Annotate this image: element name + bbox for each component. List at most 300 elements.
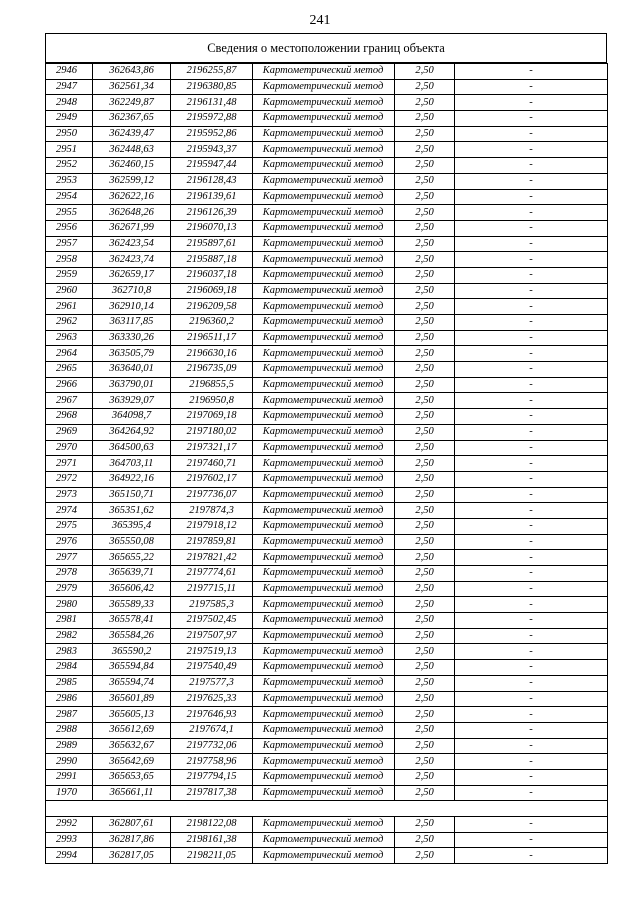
cell-coord-y: 2196126,39 [171,205,253,221]
cell-accuracy: 2,50 [395,189,455,205]
cell-coord-x: 364098,7 [93,409,171,425]
cell-coord-x: 362439,47 [93,126,171,142]
cell-coord-x: 365601,89 [93,691,171,707]
cell-accuracy: 2,50 [395,205,455,221]
cell-coord-y: 2197602,17 [171,471,253,487]
cell-coord-y: 2197502,45 [171,613,253,629]
cell-method: Картометрический метод [253,409,395,425]
cell-method: Картометрический метод [253,754,395,770]
cell-accuracy: 2,50 [395,518,455,534]
cell-method: Картометрический метод [253,220,395,236]
cell-coord-x: 362367,65 [93,111,171,127]
cell-method: Картометрический метод [253,487,395,503]
cell-coord-x: 362460,15 [93,158,171,174]
table-row [46,769,608,785]
cell-point-number: 2955 [46,205,93,221]
cell-coord-y: 2197069,18 [171,409,253,425]
cell-method: Картометрический метод [253,581,395,597]
cell-coord-x: 362817,86 [93,832,171,848]
cell-point-number: 2964 [46,346,93,362]
cell-description: - [455,691,608,707]
table-row [46,220,608,236]
cell-point-number: 2982 [46,628,93,644]
cell-coord-y: 2197507,97 [171,628,253,644]
cell-accuracy: 2,50 [395,785,455,801]
cell-accuracy: 2,50 [395,738,455,754]
cell-accuracy: 2,50 [395,628,455,644]
cell-point-number: 2948 [46,95,93,111]
cell-coord-y: 2196037,18 [171,267,253,283]
cell-coord-y: 2197859,81 [171,534,253,550]
cell-accuracy: 2,50 [395,95,455,111]
table-row [46,456,608,472]
cell-coord-x: 362622,16 [93,189,171,205]
cell-method: Картометрический метод [253,597,395,613]
cell-point-number: 2960 [46,283,93,299]
cell-coord-y: 2197321,17 [171,440,253,456]
cell-accuracy: 2,50 [395,173,455,189]
cell-method: Картометрический метод [253,456,395,472]
cell-accuracy: 2,50 [395,817,455,833]
table-row [46,64,608,80]
cell-description: - [455,299,608,315]
cell-accuracy: 2,50 [395,158,455,174]
cell-method: Картометрический метод [253,518,395,534]
table-row [46,330,608,346]
cell-coord-x: 363790,01 [93,377,171,393]
cell-description: - [455,675,608,691]
cell-point-number: 2951 [46,142,93,158]
table-row [46,424,608,440]
cell-point-number: 2947 [46,79,93,95]
cell-accuracy: 2,50 [395,691,455,707]
cell-method: Картометрический метод [253,126,395,142]
table-row [46,283,608,299]
cell-accuracy: 2,50 [395,722,455,738]
cell-description: - [455,126,608,142]
cell-coord-x: 365395,4 [93,518,171,534]
cell-method: Картометрический метод [253,142,395,158]
cell-description: - [455,487,608,503]
cell-coord-y: 2196128,43 [171,173,253,189]
cell-description: - [455,315,608,331]
cell-method: Картометрический метод [253,299,395,315]
cell-method: Картометрический метод [253,424,395,440]
cell-coord-x: 362448,63 [93,142,171,158]
cell-description: - [455,550,608,566]
table-row [46,613,608,629]
cell-coord-x: 362599,12 [93,173,171,189]
table-row [46,518,608,534]
cell-method: Картометрический метод [253,236,395,252]
table-row [46,597,608,613]
cell-description: - [455,111,608,127]
cell-coord-y: 2197774,61 [171,566,253,582]
cell-coord-x: 364264,92 [93,424,171,440]
table-row [46,377,608,393]
table-row [46,79,608,95]
cell-accuracy: 2,50 [395,440,455,456]
page-number: 241 [309,13,331,28]
table-row [46,299,608,315]
cell-description: - [455,660,608,676]
cell-point-number: 2953 [46,173,93,189]
table-row [46,566,608,582]
cell-accuracy: 2,50 [395,644,455,660]
cell-point-number: 2973 [46,487,93,503]
cell-coord-x: 365642,69 [93,754,171,770]
cell-point-number: 2971 [46,456,93,472]
cell-coord-x: 365606,42 [93,581,171,597]
cell-coord-y: 2195887,18 [171,252,253,268]
cell-description: - [455,393,608,409]
cell-description: - [455,817,608,833]
cell-method: Картометрический метод [253,315,395,331]
cell-method: Картометрический метод [253,566,395,582]
table-row [46,581,608,597]
cell-accuracy: 2,50 [395,409,455,425]
cell-description: - [455,848,608,864]
cell-method: Картометрический метод [253,393,395,409]
cell-method: Картометрический метод [253,158,395,174]
cell-coord-y: 2197646,93 [171,707,253,723]
cell-coord-x: 363929,07 [93,393,171,409]
cell-coord-y: 2195897,61 [171,236,253,252]
table-gap [46,801,608,817]
cell-point-number: 2983 [46,644,93,660]
cell-coord-y: 2197715,11 [171,581,253,597]
cell-coord-x: 365605,13 [93,707,171,723]
cell-coord-y: 2196139,61 [171,189,253,205]
cell-point-number: 2958 [46,252,93,268]
cell-method: Картометрический метод [253,738,395,754]
cell-coord-x: 365632,67 [93,738,171,754]
cell-method: Картометрический метод [253,95,395,111]
cell-description: - [455,158,608,174]
cell-method: Картометрический метод [253,628,395,644]
cell-description: - [455,518,608,534]
cell-coord-x: 363330,26 [93,330,171,346]
table-row [46,111,608,127]
cell-accuracy: 2,50 [395,142,455,158]
cell-accuracy: 2,50 [395,754,455,770]
cell-description: - [455,769,608,785]
cell-coord-y: 2198211,05 [171,848,253,864]
cell-coord-y: 2197460,71 [171,456,253,472]
cell-description: - [455,707,608,723]
cell-method: Картометрический метод [253,691,395,707]
table-row [46,738,608,754]
cell-coord-x: 365150,71 [93,487,171,503]
cell-accuracy: 2,50 [395,471,455,487]
cell-accuracy: 2,50 [395,252,455,268]
cell-coord-x: 365550,08 [93,534,171,550]
cell-coord-y: 2196855,5 [171,377,253,393]
table-row [46,189,608,205]
cell-method: Картометрический метод [253,832,395,848]
cell-method: Картометрический метод [253,440,395,456]
table-row [46,440,608,456]
cell-method: Картометрический метод [253,785,395,801]
table-row [46,534,608,550]
cell-accuracy: 2,50 [395,707,455,723]
cell-description: - [455,424,608,440]
cell-coord-x: 365584,26 [93,628,171,644]
cell-method: Картометрический метод [253,722,395,738]
cell-method: Картометрический метод [253,111,395,127]
cell-point-number: 2979 [46,581,93,597]
cell-point-number: 2990 [46,754,93,770]
table-row [46,126,608,142]
cell-accuracy: 2,50 [395,393,455,409]
cell-description: - [455,613,608,629]
cell-coord-y: 2196209,58 [171,299,253,315]
table-row [46,267,608,283]
cell-point-number: 2962 [46,315,93,331]
table-row [46,346,608,362]
cell-coord-x: 365661,11 [93,785,171,801]
cell-coord-y: 2196735,09 [171,362,253,378]
cell-description: - [455,597,608,613]
cell-point-number: 2992 [46,817,93,833]
cell-method: Картометрический метод [253,252,395,268]
cell-method: Картометрический метод [253,79,395,95]
cell-coord-y: 2197585,3 [171,597,253,613]
table-row [46,236,608,252]
cell-coord-x: 365578,41 [93,613,171,629]
cell-coord-y: 2197577,3 [171,675,253,691]
cell-description: - [455,785,608,801]
cell-coord-x: 365589,33 [93,597,171,613]
cell-coord-x: 362648,26 [93,205,171,221]
cell-accuracy: 2,50 [395,769,455,785]
cell-point-number: 2977 [46,550,93,566]
cell-method: Картометрический метод [253,173,395,189]
table-row [46,754,608,770]
cell-coord-y: 2197519,13 [171,644,253,660]
table-row [46,252,608,268]
cell-coord-x: 365590,2 [93,644,171,660]
cell-coord-y: 2198161,38 [171,832,253,848]
cell-point-number: 2986 [46,691,93,707]
cell-accuracy: 2,50 [395,675,455,691]
cell-coord-y: 2197918,12 [171,518,253,534]
cell-method: Картометрический метод [253,64,395,80]
table-row [46,393,608,409]
cell-point-number: 2952 [46,158,93,174]
cell-description: - [455,409,608,425]
cell-description: - [455,64,608,80]
cell-accuracy: 2,50 [395,64,455,80]
table-row [46,644,608,660]
cell-description: - [455,471,608,487]
cell-method: Картометрический метод [253,267,395,283]
cell-coord-x: 362671,99 [93,220,171,236]
table-row [46,503,608,519]
cell-description: - [455,283,608,299]
cell-description: - [455,581,608,597]
cell-accuracy: 2,50 [395,362,455,378]
cell-point-number: 2994 [46,848,93,864]
table-row [46,315,608,331]
cell-coord-x: 362807,61 [93,817,171,833]
cell-accuracy: 2,50 [395,267,455,283]
table-row [46,707,608,723]
cell-description: - [455,205,608,221]
cell-accuracy: 2,50 [395,487,455,503]
cell-method: Картометрический метод [253,362,395,378]
table-row [46,628,608,644]
cell-point-number: 2987 [46,707,93,723]
cell-point-number: 2969 [46,424,93,440]
cell-accuracy: 2,50 [395,377,455,393]
cell-description: - [455,738,608,754]
cell-coord-x: 362817,05 [93,848,171,864]
table-row [46,205,608,221]
table-row [46,691,608,707]
cell-method: Картометрический метод [253,707,395,723]
cell-point-number: 2976 [46,534,93,550]
cell-description: - [455,267,608,283]
cell-coord-y: 2197758,96 [171,754,253,770]
cell-description: - [455,644,608,660]
cell-method: Картометрический метод [253,817,395,833]
cell-point-number: 2967 [46,393,93,409]
table-row [46,722,608,738]
cell-coord-y: 2198122,08 [171,817,253,833]
table-body-tail [46,817,608,864]
cell-coord-y: 2196360,2 [171,315,253,331]
cell-point-number: 1970 [46,785,93,801]
cell-description: - [455,95,608,111]
cell-method: Картометрический метод [253,205,395,221]
boundary-table-sheet [45,33,607,864]
table-row [46,660,608,676]
cell-point-number: 2975 [46,518,93,534]
cell-coord-y: 2197625,33 [171,691,253,707]
cell-coord-y: 2195972,88 [171,111,253,127]
table-row [46,95,608,111]
cell-coord-y: 2197732,06 [171,738,253,754]
cell-coord-y: 2195943,37 [171,142,253,158]
cell-point-number: 2966 [46,377,93,393]
cell-method: Картометрический метод [253,550,395,566]
cell-coord-y: 2197794,15 [171,769,253,785]
table-row [46,362,608,378]
cell-accuracy: 2,50 [395,236,455,252]
cell-coord-y: 2197821,42 [171,550,253,566]
cell-point-number: 2978 [46,566,93,582]
cell-coord-x: 365639,71 [93,566,171,582]
cell-accuracy: 2,50 [395,220,455,236]
cell-description: - [455,362,608,378]
cell-point-number: 2985 [46,675,93,691]
cell-method: Картометрический метод [253,769,395,785]
cell-coord-x: 362643,86 [93,64,171,80]
cell-point-number: 2965 [46,362,93,378]
cell-description: - [455,79,608,95]
cell-coord-x: 365594,74 [93,675,171,691]
cell-description: - [455,722,608,738]
cell-accuracy: 2,50 [395,848,455,864]
cell-coord-y: 2196511,17 [171,330,253,346]
cell-coord-x: 362659,17 [93,267,171,283]
cell-accuracy: 2,50 [395,126,455,142]
table-row [46,675,608,691]
cell-method: Картометрический метод [253,644,395,660]
cell-coord-y: 2197180,02 [171,424,253,440]
cell-description: - [455,440,608,456]
cell-coord-x: 365594,84 [93,660,171,676]
cell-method: Картометрический метод [253,377,395,393]
cell-coord-x: 362910,14 [93,299,171,315]
cell-point-number: 2959 [46,267,93,283]
cell-method: Картометрический метод [253,189,395,205]
table-row [46,550,608,566]
cell-accuracy: 2,50 [395,581,455,597]
cell-accuracy: 2,50 [395,79,455,95]
cell-coord-x: 363117,85 [93,315,171,331]
cell-coord-x: 362561,34 [93,79,171,95]
cell-coord-x: 362423,54 [93,236,171,252]
cell-coord-x: 365655,22 [93,550,171,566]
cell-coord-y: 2195952,86 [171,126,253,142]
cell-coord-x: 365612,69 [93,722,171,738]
cell-coord-y: 2196131,48 [171,95,253,111]
cell-accuracy: 2,50 [395,346,455,362]
cell-accuracy: 2,50 [395,283,455,299]
cell-description: - [455,754,608,770]
cell-point-number: 2950 [46,126,93,142]
cell-description: - [455,220,608,236]
cell-coord-x: 362710,8 [93,283,171,299]
cell-coord-y: 2197817,38 [171,785,253,801]
cell-method: Картометрический метод [253,848,395,864]
cell-accuracy: 2,50 [395,832,455,848]
cell-point-number: 2954 [46,189,93,205]
cell-coord-y: 2197874,3 [171,503,253,519]
cell-coord-y: 2196380,85 [171,79,253,95]
cell-coord-x: 365351,62 [93,503,171,519]
cell-point-number: 2957 [46,236,93,252]
cell-accuracy: 2,50 [395,503,455,519]
cell-accuracy: 2,50 [395,111,455,127]
cell-coord-x: 364500,63 [93,440,171,456]
cell-accuracy: 2,50 [395,456,455,472]
coordinates-table [45,63,608,864]
table-row [46,487,608,503]
cell-point-number: 2946 [46,64,93,80]
cell-coord-y: 2196069,18 [171,283,253,299]
cell-description: - [455,832,608,848]
cell-coord-y: 2196630,16 [171,346,253,362]
table-gap-row [46,801,608,817]
cell-method: Картометрический метод [253,660,395,676]
table-row [46,142,608,158]
cell-point-number: 2988 [46,722,93,738]
cell-coord-y: 2195947,44 [171,158,253,174]
cell-point-number: 2970 [46,440,93,456]
cell-method: Картометрический метод [253,471,395,487]
cell-coord-x: 364703,11 [93,456,171,472]
cell-point-number: 2989 [46,738,93,754]
cell-coord-y: 2196255,87 [171,64,253,80]
cell-point-number: 2980 [46,597,93,613]
table-row [46,471,608,487]
cell-accuracy: 2,50 [395,566,455,582]
cell-description: - [455,189,608,205]
table-row [46,785,608,801]
